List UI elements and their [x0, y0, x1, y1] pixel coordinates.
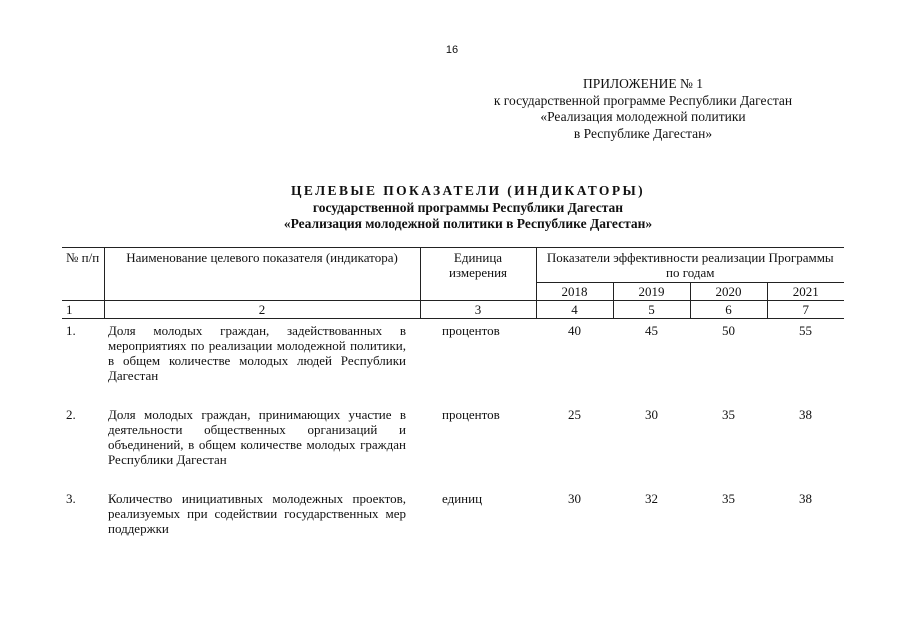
row-num: 3.	[66, 491, 76, 506]
header-year: 2019	[613, 283, 690, 301]
row-num: 2.	[66, 407, 76, 422]
row-value-2018: 40	[568, 323, 581, 338]
row-indicator-name: Доля молодых граждан, задействованных в мероприятиях по реализации молодежной политики, в общем количестве молодых людей Республики Дагестан	[108, 323, 406, 383]
column-number: 2	[104, 301, 420, 319]
appendix-line: к государственной программе Республики Дагестан	[493, 92, 793, 108]
row-value-2019: 30	[645, 407, 658, 422]
row-unit: процентов	[442, 323, 500, 338]
row-value-2021: 38	[799, 491, 812, 506]
column-number: 4	[536, 301, 613, 319]
column-number: 6	[690, 301, 767, 319]
column-number: 3	[420, 301, 536, 319]
row-indicator-name: Доля молодых граждан, принимающих участие в деятельности общественных организаций и объединений, в общем количестве молодых граждан Республики Дагестан	[108, 407, 406, 467]
row-value-2020: 35	[722, 407, 735, 422]
row-unit: процентов	[442, 407, 500, 422]
row-value-2020: 35	[722, 491, 735, 506]
row-value-2020: 50	[722, 323, 735, 338]
row-value-2018: 25	[568, 407, 581, 422]
column-number: 1	[62, 301, 104, 319]
row-num: 1.	[66, 323, 76, 338]
title-subtitle: государственной программы Республики Дагестан	[312, 199, 624, 215]
document-title	[150, 183, 786, 233]
title-main: ЦЕЛЕВЫЕ ПОКАЗАТЕЛИ (ИНДИКАТОРЫ)	[290, 183, 646, 198]
row-value-2018: 30	[568, 491, 581, 506]
appendix-line: в Республике Дагестан»	[573, 125, 713, 141]
header-unit: Единица измерения	[420, 248, 536, 301]
appendix-block	[470, 76, 816, 142]
title-program-name: «Реализация молодежной политики в Республике Дагестан»	[283, 216, 653, 231]
row-value-2019: 45	[645, 323, 658, 338]
header-row	[62, 248, 844, 283]
row-value-2019: 32	[645, 491, 658, 506]
header-year: 2021	[767, 283, 844, 301]
header-year: 2020	[690, 283, 767, 301]
table-row	[62, 487, 844, 538]
appendix-heading: ПРИЛОЖЕНИЕ № 1	[582, 76, 704, 91]
header-year: 2018	[536, 283, 613, 301]
header-metrics: Показатели эффективности реализации Программы по годам	[536, 248, 844, 283]
column-number: 5	[613, 301, 690, 319]
table-row	[62, 403, 844, 487]
row-indicator-name: Количество инициативных молодежных проектов, реализуемых при содействии государственных мер поддержки	[108, 491, 406, 536]
column-numbers-row	[62, 301, 844, 319]
column-number: 7	[767, 301, 844, 319]
table-row	[62, 319, 844, 404]
row-value-2021: 38	[799, 407, 812, 422]
appendix-line: «Реализация молодежной политики	[540, 109, 746, 124]
header-name: Наименование целевого показателя (индикатора)	[104, 248, 420, 301]
row-unit: единиц	[442, 491, 483, 506]
indicators-table	[62, 247, 844, 538]
page-number: 16	[445, 44, 459, 56]
header-num: № п/п	[62, 248, 104, 301]
row-value-2021: 55	[799, 323, 812, 338]
